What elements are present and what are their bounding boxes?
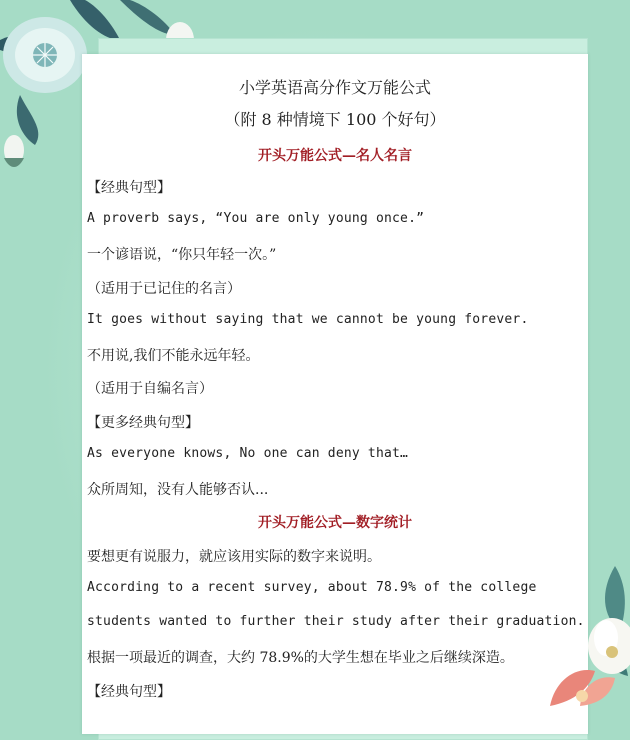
document-title: 小学英语高分作文万能公式	[238, 78, 431, 97]
sentence-pattern-label: 【更多经典句型】	[87, 415, 199, 431]
chinese-sentence: 要想更有说服力，就应该用实际的数字来说明。	[87, 549, 381, 565]
chinese-sentence: 一个谚语说，“你只年轻一次。”	[87, 247, 277, 263]
section-heading: 开头万能公式—名人名言	[258, 148, 412, 164]
chinese-sentence: 根据一项最近的调查，大约 78.9%的大学生想在毕业之后继续深造。	[87, 650, 514, 666]
leaf-icon	[17, 95, 38, 145]
leaf-icon	[120, 0, 175, 35]
english-sentence: As everyone knows, No one can deny that…	[87, 446, 409, 461]
english-sentence: It goes without saying that we cannot be young forever.	[87, 312, 529, 327]
english-sentence: A proverb says, “You are only young once.”	[87, 211, 425, 226]
chinese-sentence: 众所周知，没有人能够否认...	[87, 482, 269, 498]
section-heading: 开头万能公式—数字统计	[258, 515, 412, 531]
sentence-pattern-label: 【经典句型】	[87, 180, 171, 196]
sentence-pattern-label: 【经典句型】	[87, 684, 171, 700]
usage-note: （适用于自编名言）	[87, 381, 213, 397]
usage-note: （适用于已记住的名言）	[87, 281, 241, 297]
english-sentence: According to a recent survey, about 78.9% of the college	[87, 580, 537, 595]
chinese-sentence: 不用说,我们不能永远年轻。	[87, 348, 260, 364]
english-sentence: students wanted to further their study after their graduation.	[87, 614, 585, 629]
document-subtitle: （附 8 种情境下 100 个好句）	[224, 110, 446, 129]
